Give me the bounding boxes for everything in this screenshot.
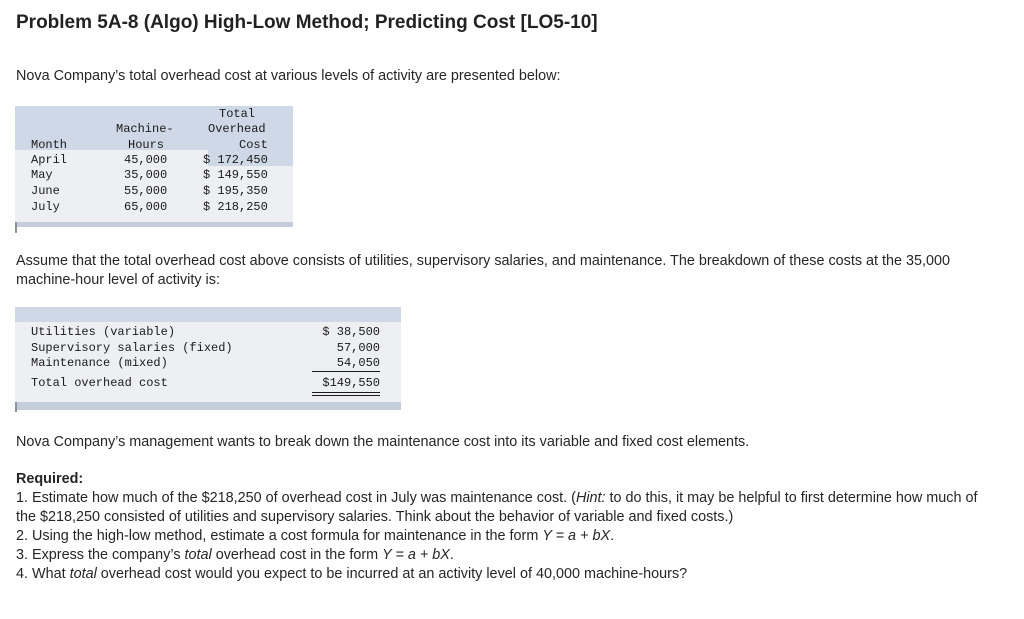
header-hours-line2: Hours xyxy=(128,138,165,152)
cost-breakdown-table xyxy=(15,307,401,410)
row-month: April xyxy=(31,153,68,167)
header-overhead-line3: Cost xyxy=(239,138,268,152)
row-cost: $ 218,250 xyxy=(203,200,268,214)
management-text: Nova Company’s management wants to break down the maintenance cost into its variable and fixed cost elements. xyxy=(16,434,750,450)
table-bottom-bar xyxy=(15,402,401,410)
row-cost: $ 172,450 xyxy=(203,153,268,167)
subtotal-rule xyxy=(312,371,380,372)
header-overhead-line2: Overhead xyxy=(208,122,266,136)
required-list xyxy=(16,489,996,584)
row-hours: 35,000 xyxy=(124,168,168,182)
breakdown-value: 54,050 xyxy=(336,356,380,370)
row-hours: 45,000 xyxy=(124,153,168,167)
breakdown-label: Maintenance (mixed) xyxy=(31,356,168,370)
row-hours: 65,000 xyxy=(124,200,168,214)
breakdown-value: $ 38,500 xyxy=(322,325,380,339)
breakdown-label: Utilities (variable) xyxy=(31,325,176,339)
requirement-2: 2. Using the high-low method, estimate a cost formula for maintenance in the form Y = a + bX. xyxy=(16,528,615,544)
double-rule-bottom xyxy=(312,395,380,396)
row-cost: $ 195,350 xyxy=(203,184,268,198)
row-month: July xyxy=(31,200,60,214)
assumption-text: Assume that the total overhead cost above consists of utilities, supervisory salaries, and maintenance. The breakdown of these costs at the 35,000 machine-hour level of activity is: xyxy=(16,253,951,288)
intro-text: Nova Company’s total overhead cost at various levels of activity are presented below: xyxy=(16,68,561,84)
row-cost: $ 149,550 xyxy=(203,168,268,182)
cost-formula: Y = a + bX xyxy=(542,528,611,544)
header-month: Month xyxy=(31,138,68,152)
cost-formula: Y = a + bX xyxy=(382,547,450,563)
table-bottom-bar xyxy=(15,222,293,227)
problem-title: Problem 5A-8 (Algo) High-Low Method; Predicting Cost [LO5-10] xyxy=(16,12,598,33)
total-label: Total overhead cost xyxy=(31,376,168,390)
header-overhead-line1: Total xyxy=(219,107,256,121)
table-bottom-tick xyxy=(15,402,17,412)
row-month: May xyxy=(31,168,53,182)
requirement-4: 4. What total overhead cost would you expect to be incurred at an activity level of 40,000 machine-hours? xyxy=(16,566,688,582)
requirement-3: 3. Express the company’s total overhead cost in the form Y = a + bX. xyxy=(16,547,454,563)
activity-table xyxy=(15,106,293,227)
total-value: $149,550 xyxy=(322,376,380,390)
table-bottom-tick xyxy=(15,222,17,233)
row-month: June xyxy=(31,184,60,198)
double-rule-top xyxy=(312,392,380,393)
breakdown-value: 57,000 xyxy=(336,341,380,355)
header-hours-line1: Machine- xyxy=(116,122,174,136)
table-header-background xyxy=(15,307,401,322)
row-hours: 55,000 xyxy=(124,184,168,198)
required-heading: Required: xyxy=(16,471,84,487)
breakdown-label: Supervisory salaries (fixed) xyxy=(31,341,233,355)
requirement-1: 1. Estimate how much of the $218,250 of overhead cost in July was maintenance cost. (Hint: to do this, it may be helpful to first determine how much of the $218,250 consisted of utilities and supervisory salaries. Think about the behavior of variable and fixed costs.) xyxy=(16,490,978,525)
